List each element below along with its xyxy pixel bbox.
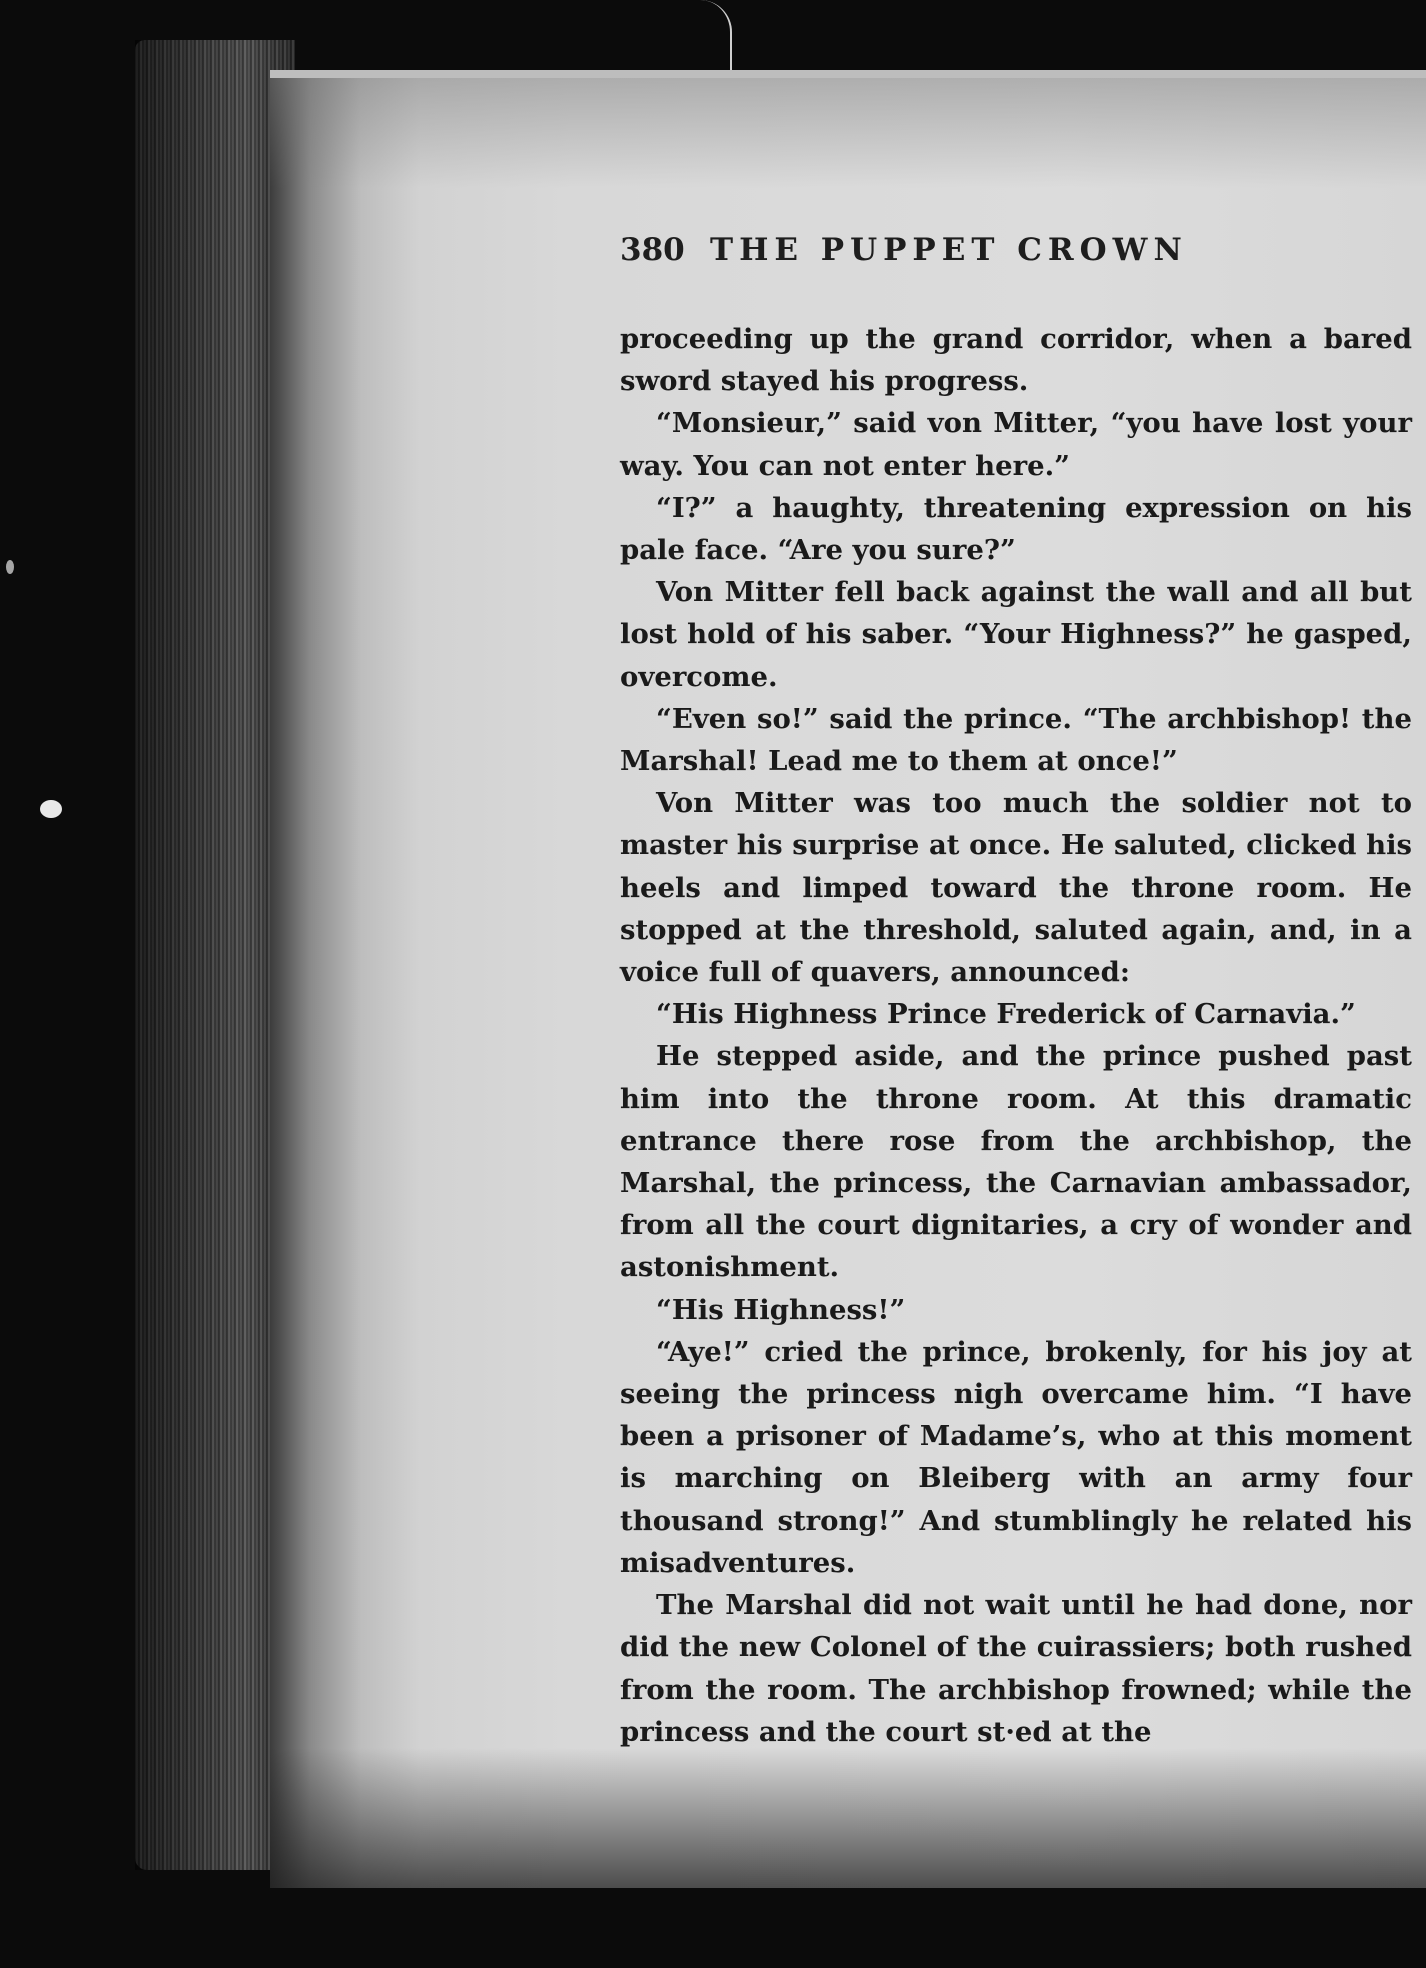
paragraph: “His Highness!”	[656, 1293, 906, 1326]
paragraph: The Marshal did not wait until he had done, nor did the new Colonel of the cuirassiers; both rushed from the room. The archbishop frowned; while the princess and the court st·ed at the	[620, 1589, 1412, 1748]
running-header	[620, 232, 1188, 268]
page-number: 380	[620, 232, 685, 268]
paragraph: Von Mitter was too much the soldier not to master his surprise at once. He saluted, clicked his heels and limped toward the throne room. He stopped at the threshold, saluted again, and, in a voice full of quavers, announced:	[620, 787, 1412, 989]
dust-speck	[6, 560, 14, 574]
paragraph: proceeding up the grand corridor, when a bared sword stayed his progress.	[620, 323, 1412, 398]
dust-speck	[40, 800, 62, 818]
paragraph: Von Mitter fell back against the wall and all but lost hold of his saber. “Your Highness?” he gasped, overcome.	[620, 576, 1412, 693]
body-text	[620, 318, 1412, 1753]
paragraph: He stepped aside, and the prince pushed past him into the throne room. At this dramatic entrance there rose from the archbishop, the Marshal, the princess, the Carnavian ambassador, from all the court dignitaries, a cry of wonder and astonishment.	[620, 1040, 1412, 1284]
paragraph: “I?” a haughty, threatening expression on his pale face. “Are you sure?”	[620, 491, 1412, 567]
paragraph: “His Highness Prince Frederick of Carnavia.”	[656, 998, 1356, 1031]
paragraph: “Monsieur,” said von Mitter, “you have lost your way. You can not enter here.”	[620, 407, 1412, 482]
scratch-mark	[700, 0, 732, 80]
running-title: THE PUPPET CROWN	[710, 232, 1188, 268]
paragraph: “Aye!” cried the prince, brokenly, for his joy at seeing the princess nigh overcame him. “I have been a prisoner of Madame’s, who at this moment is marching on Bleiberg with an army four thousand strong!” And stumblingly he related his misadventures.	[620, 1335, 1412, 1579]
paragraph: “Even so!” said the prince. “The archbishop! the Marshal! Lead me to them at once!”	[620, 702, 1412, 778]
